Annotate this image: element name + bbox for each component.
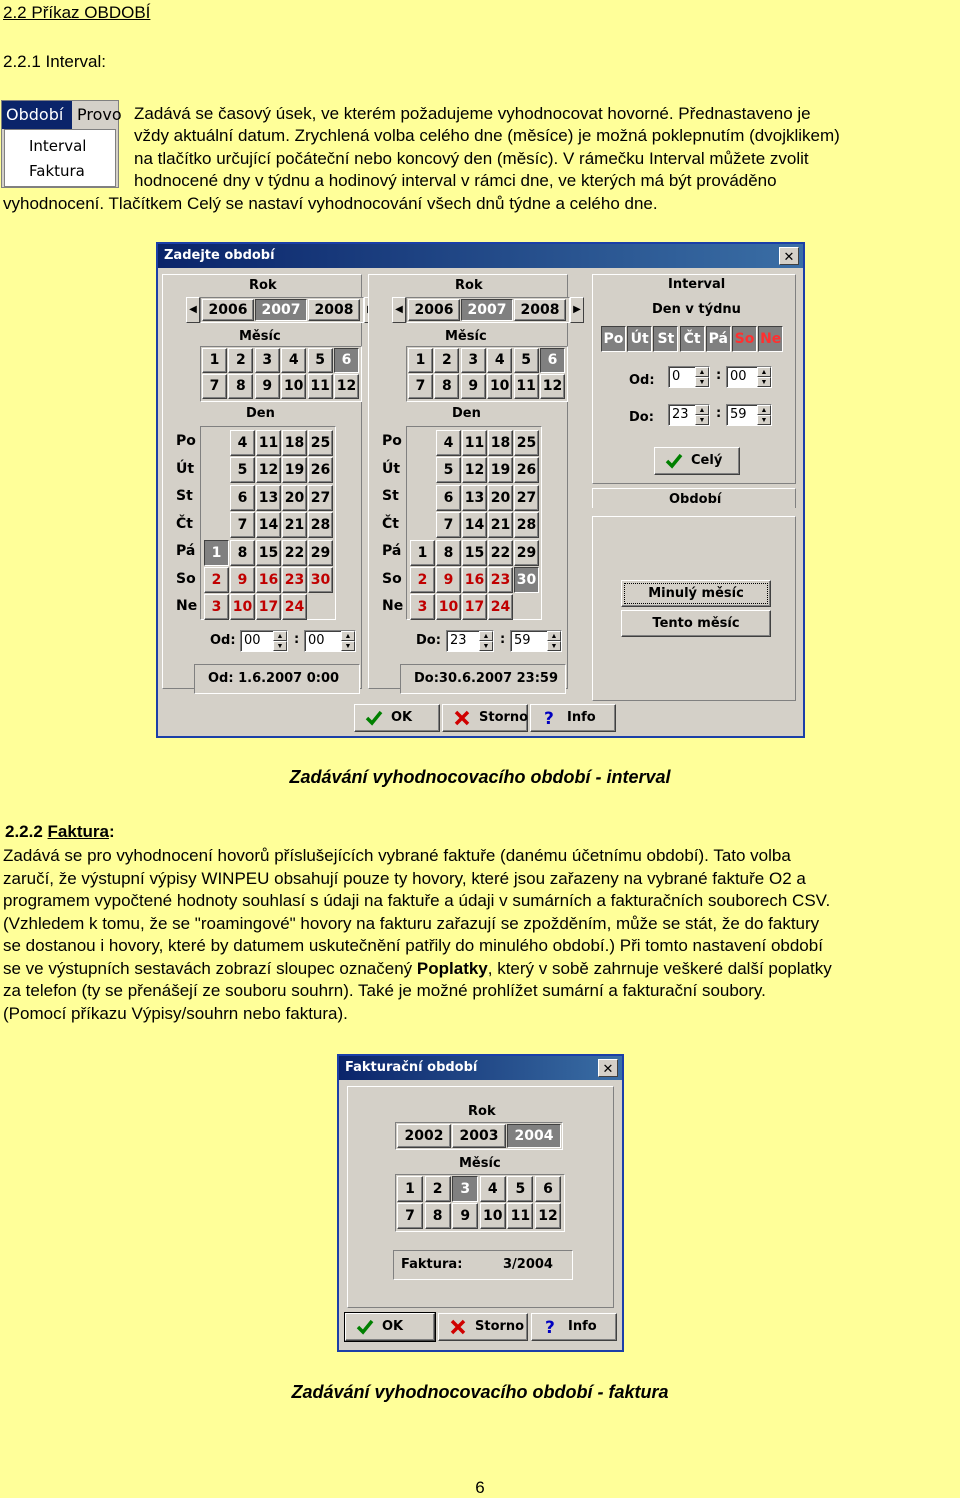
storno-button-label: Storno xyxy=(479,710,529,725)
interval-from-hours-down[interactable]: ▼ xyxy=(695,377,709,387)
ok-button-label: OK xyxy=(382,1319,404,1334)
menu-dropdown xyxy=(4,129,116,187)
weekday-label: Út xyxy=(382,460,401,477)
interval-to-hours-down[interactable]: ▼ xyxy=(695,415,709,425)
storno-button[interactable] xyxy=(438,1313,528,1341)
heading-colon: : xyxy=(108,822,115,841)
day-button[interactable]: 26 xyxy=(308,457,333,483)
month-button[interactable]: 8 xyxy=(228,374,253,399)
storno-button-label: Storno xyxy=(475,1319,525,1334)
weekday-label: Po xyxy=(382,433,402,449)
month-button[interactable]: 2 xyxy=(434,348,459,373)
year-prev-arrow[interactable]: ◀ xyxy=(186,297,200,323)
info-button-label: Info xyxy=(567,710,596,725)
month-button[interactable]: 12 xyxy=(334,374,359,399)
rok-label: Rok xyxy=(468,1104,496,1119)
info-button-label: Info xyxy=(568,1319,597,1334)
day-button[interactable]: 20 xyxy=(488,485,513,511)
intro-line-5: vyhodnocení. Tlačítkem Celý se nastaví vyhodnocování všech dnů týdne a celého dne. xyxy=(3,194,658,213)
day-button[interactable]: 2 xyxy=(204,567,229,593)
interval-to-label: Do: xyxy=(629,410,654,425)
year-button[interactable]: 2002 xyxy=(397,1124,451,1148)
month-button[interactable]: 9 xyxy=(255,374,280,399)
faktura-line-1: Zadává se pro vyhodnocení hovorů příslušejících vybrané faktuře (danému účetnímu období). Tato volba xyxy=(3,846,791,865)
subsection-heading-interval: 2.2.1 Interval: xyxy=(3,52,107,71)
day-button[interactable]: 8 xyxy=(436,540,461,566)
intro-line-1: Zadává se časový úsek, ve kterém požadujeme vyhodnocovat hovorné. Přednastaveno je xyxy=(134,104,811,123)
dialog-fakturacni-obdobi xyxy=(337,1054,624,1352)
menu-tab-obdobi: Období xyxy=(2,101,72,129)
weekday-label: Út xyxy=(176,460,195,477)
month-button[interactable]: 2 xyxy=(228,348,253,373)
day-button[interactable]: 17 xyxy=(462,594,487,620)
weekday-label: Pá xyxy=(176,543,196,559)
faktura-line-7: za telefon (ty se přenášejí ze souboru souhrn). Také je možné prohlížet sumární a fakturační soubory. xyxy=(3,981,766,1000)
to-time-hours-up[interactable]: ▲ xyxy=(479,631,493,641)
month-button[interactable]: 5 xyxy=(308,348,333,373)
weekday-label: So xyxy=(382,570,402,587)
day-button[interactable]: 15 xyxy=(462,540,487,566)
day-button[interactable]: 12 xyxy=(462,457,487,483)
day-button[interactable]: 29 xyxy=(514,540,539,566)
year-button[interactable]: 2008 xyxy=(514,299,566,321)
day-button[interactable]: 3 xyxy=(204,594,229,620)
month-button[interactable]: 3 xyxy=(461,348,486,373)
faktura-line-8: (Pomocí příkazu Výpisy/souhrn nebo faktura). xyxy=(3,1004,348,1023)
weekday-toggle[interactable]: Út xyxy=(627,326,652,352)
to-time-hours[interactable]: 23 xyxy=(446,630,494,652)
faktura-line-6-start: se ve výstupních sestavách zobrazí sloupec označený xyxy=(3,959,417,978)
day-button[interactable]: 15 xyxy=(256,540,281,566)
month-button[interactable]: 7 xyxy=(397,1203,423,1229)
interval-to-hours[interactable]: 23 xyxy=(668,404,710,426)
faktura-line-3: programem vypočtené hodnoty souhlasí s údaji na faktuře a údaji v sumárních a fakturačních souborech CSV. xyxy=(3,891,831,910)
day-button[interactable]: 30 xyxy=(514,567,539,593)
year-next-arrow[interactable]: ▶ xyxy=(570,297,584,323)
month-button[interactable]: 3 xyxy=(452,1176,478,1202)
day-button[interactable]: 3 xyxy=(410,594,435,620)
month-button[interactable]: 10 xyxy=(480,1203,506,1229)
day-button[interactable]: 19 xyxy=(282,457,307,483)
day-button[interactable]: 27 xyxy=(308,485,333,511)
from-time-hours[interactable]: 00 xyxy=(240,630,288,652)
weekday-label: Po xyxy=(176,433,196,449)
month-button[interactable]: 10 xyxy=(281,374,306,399)
day-button[interactable]: 14 xyxy=(256,512,281,538)
day-button[interactable]: 28 xyxy=(514,512,539,538)
from-summary: Od: 1.6.2007 0:00 xyxy=(208,671,340,686)
year-button[interactable]: 2007 xyxy=(461,299,513,321)
day-button[interactable]: 25 xyxy=(308,430,333,456)
weekday-label: Čt xyxy=(382,515,399,532)
help-question-icon xyxy=(542,1319,560,1335)
month-button[interactable]: 4 xyxy=(487,348,512,373)
checkmark-icon xyxy=(665,453,683,469)
faktura-line-5: se dostanou i hovory, které by datumem uskutečnění patřily do minulého období.) Při tomto nastavení období xyxy=(3,936,823,955)
day-button[interactable]: 1 xyxy=(410,540,435,566)
section-heading-2-2: 2.2 Příkaz OBDOBÍ xyxy=(3,3,151,22)
year-button[interactable]: 2006 xyxy=(202,299,254,321)
from-time-minutes-up[interactable]: ▲ xyxy=(341,631,355,641)
day-button[interactable]: 12 xyxy=(256,457,281,483)
year-button[interactable]: 2006 xyxy=(408,299,460,321)
intro-line-3: na tlačítko určující počáteční nebo koncový den (měsíc). V rámečku Interval můžete zvolit xyxy=(134,149,809,168)
day-button[interactable]: 21 xyxy=(282,512,307,538)
day-button[interactable]: 21 xyxy=(488,512,513,538)
month-button[interactable]: 8 xyxy=(425,1203,451,1229)
day-button[interactable]: 2 xyxy=(410,567,435,593)
day-button[interactable]: 6 xyxy=(436,485,461,511)
day-button[interactable]: 16 xyxy=(462,567,487,593)
heading-number: 2.2.2 xyxy=(5,822,43,841)
day-button[interactable]: 18 xyxy=(488,430,513,456)
den-label: Den xyxy=(246,406,275,421)
month-button[interactable]: 5 xyxy=(514,348,539,373)
day-button[interactable]: 5 xyxy=(230,457,255,483)
minuly-mesic-button[interactable]: Minulý měsíc xyxy=(621,580,771,607)
faktura-line-6 xyxy=(3,958,832,981)
menu-thumbnail xyxy=(1,100,122,188)
menu-item-faktura: Faktura xyxy=(29,162,85,180)
cely-button-label: Celý xyxy=(691,453,723,468)
year-button[interactable]: 2008 xyxy=(308,299,360,321)
intro-line-4: hodnocené dny v týdnu a hodinový interval v rámci dne, ve kterých má být prováděno xyxy=(134,171,777,190)
day-button[interactable]: 4 xyxy=(436,430,461,456)
month-button[interactable]: 11 xyxy=(507,1203,533,1229)
month-button[interactable]: 5 xyxy=(507,1176,533,1202)
day-button[interactable]: 6 xyxy=(230,485,255,511)
day-button[interactable]: 18 xyxy=(282,430,307,456)
interval-from-minutes-down[interactable]: ▼ xyxy=(757,377,771,387)
month-button[interactable]: 3 xyxy=(255,348,280,373)
weekday-toggle[interactable]: St xyxy=(653,326,678,352)
den-label: Den xyxy=(452,406,481,421)
weekday-label: St xyxy=(176,488,193,504)
cely-button[interactable] xyxy=(654,447,740,475)
day-button[interactable]: 25 xyxy=(514,430,539,456)
day-button[interactable]: 7 xyxy=(230,512,255,538)
day-button[interactable]: 10 xyxy=(230,594,255,620)
day-button[interactable]: 19 xyxy=(488,457,513,483)
tento-mesic-button[interactable]: Tento měsíc xyxy=(621,610,771,637)
weekday-label: Ne xyxy=(176,598,198,614)
month-button[interactable]: 8 xyxy=(434,374,459,399)
interval-label: Interval xyxy=(668,277,726,292)
month-button[interactable]: 9 xyxy=(461,374,486,399)
ok-button[interactable] xyxy=(354,704,440,732)
from-time-hours-down[interactable]: ▼ xyxy=(273,641,287,651)
info-button[interactable] xyxy=(531,1313,617,1341)
checkmark-icon xyxy=(365,710,383,726)
weekday-toggle[interactable]: So xyxy=(732,326,757,352)
intro-line-2: vždy aktuální datum. Zrychlená volba celého dne (měsíce) je možná poklepnutím (dvojklikem) xyxy=(134,126,840,145)
faktura-line-2: zaručí, že výstupní výpisy WINPEU obsahují pouze ty hovory, které jsou zařazeny na vybrané faktuře O2 a xyxy=(3,869,806,888)
dialog-title: Fakturační období xyxy=(339,1056,622,1080)
help-question-icon xyxy=(541,710,559,726)
day-button[interactable]: 23 xyxy=(282,567,307,593)
obdobi-label: Období xyxy=(669,492,722,507)
figure-caption-faktura: Zadávání vyhodnocovacího období - faktura xyxy=(291,1382,669,1402)
mesic-label: Měsíc xyxy=(445,329,487,344)
interval-from-hours-up[interactable]: ▲ xyxy=(695,367,709,377)
interval-from-colon: : xyxy=(716,368,722,383)
from-time-minutes-down[interactable]: ▼ xyxy=(341,641,355,651)
to-time-hours-down[interactable]: ▼ xyxy=(479,641,493,651)
day-button[interactable]: 11 xyxy=(256,430,281,456)
den-v-tydnu-label: Den v týdnu xyxy=(652,302,741,317)
day-button[interactable]: 13 xyxy=(462,485,487,511)
day-button[interactable]: 14 xyxy=(462,512,487,538)
interval-to-minutes-down[interactable]: ▼ xyxy=(757,415,771,425)
close-button[interactable]: ✕ xyxy=(779,247,799,265)
faktura-line-6-end: , který v sobě zahrnuje veškeré další poplatky xyxy=(487,959,832,978)
month-button[interactable]: 2 xyxy=(425,1176,451,1202)
month-button[interactable]: 11 xyxy=(308,374,333,399)
interval-from-minutes-up[interactable]: ▲ xyxy=(757,367,771,377)
checkmark-icon xyxy=(356,1319,374,1335)
day-button[interactable]: 5 xyxy=(436,457,461,483)
weekday-label: St xyxy=(382,488,399,504)
day-button[interactable]: 28 xyxy=(308,512,333,538)
faktura-value: 3/2004 xyxy=(503,1257,553,1272)
month-button[interactable]: 11 xyxy=(514,374,539,399)
month-button[interactable]: 4 xyxy=(281,348,306,373)
heading-faktura-link[interactable]: Faktura xyxy=(47,822,109,841)
subsection-heading-faktura xyxy=(5,822,115,842)
page-number: 6 xyxy=(475,1478,485,1497)
year-prev-arrow[interactable]: ◀ xyxy=(392,297,406,323)
year-button[interactable]: 2003 xyxy=(452,1124,506,1148)
month-button[interactable]: 9 xyxy=(452,1203,478,1229)
month-button[interactable]: 4 xyxy=(480,1176,506,1202)
to-time-minutes[interactable]: 59 xyxy=(510,630,562,652)
month-button[interactable]: 12 xyxy=(535,1203,561,1229)
to-time-label: Do: xyxy=(416,633,441,648)
figure-caption-interval: Zadávání vyhodnocovacího období - interval xyxy=(289,767,671,787)
day-button[interactable]: 7 xyxy=(436,512,461,538)
ok-button[interactable] xyxy=(345,1313,435,1341)
interval-to-minutes[interactable]: 59 xyxy=(726,404,772,426)
day-button[interactable]: 20 xyxy=(282,485,307,511)
interval-from-hours[interactable]: 0 xyxy=(668,366,710,388)
from-time-hours-up[interactable]: ▲ xyxy=(273,631,287,641)
day-button[interactable]: 10 xyxy=(436,594,461,620)
cancel-x-icon xyxy=(449,1319,467,1335)
info-button[interactable] xyxy=(530,704,616,732)
dialog-title: Zadejte období xyxy=(158,244,803,268)
faktura-line-4: (Vzhledem k tomu, že se "roamingové" hovory na fakturu zařazují se zpožděním, může se stát, že do faktury xyxy=(3,914,820,933)
weekday-toggle[interactable]: Po xyxy=(601,326,626,352)
day-button[interactable]: 22 xyxy=(488,540,513,566)
year-button[interactable]: 2007 xyxy=(255,299,307,321)
menu-tab-provo: Provo xyxy=(77,105,122,124)
to-time-colon: : xyxy=(500,632,506,647)
faktura-label: Faktura: xyxy=(401,1257,463,1272)
month-button[interactable]: 12 xyxy=(540,374,565,399)
day-button[interactable]: 4 xyxy=(230,430,255,456)
mesic-label: Měsíc xyxy=(239,329,281,344)
day-button[interactable]: 30 xyxy=(308,567,333,593)
day-button[interactable]: 9 xyxy=(436,567,461,593)
storno-button[interactable] xyxy=(442,704,528,732)
weekday-label: Pá xyxy=(382,543,402,559)
month-button[interactable]: 7 xyxy=(408,374,433,399)
weekday-label: Ne xyxy=(382,598,404,614)
month-button[interactable]: 6 xyxy=(540,348,565,373)
day-button[interactable]: 8 xyxy=(230,540,255,566)
weekday-toggle[interactable]: Čt xyxy=(680,326,705,352)
day-button[interactable]: 24 xyxy=(282,594,307,620)
day-button[interactable]: 1 xyxy=(204,540,229,566)
month-button[interactable]: 1 xyxy=(202,348,227,373)
poplatky-bold: Poplatky xyxy=(416,959,488,978)
to-summary: Do:30.6.2007 23:59 xyxy=(414,671,559,686)
mesic-label: Měsíc xyxy=(459,1156,501,1171)
obdobi-buttons-panel xyxy=(592,516,796,701)
to-time-minutes-down[interactable]: ▼ xyxy=(547,641,561,651)
to-time-minutes-up[interactable]: ▲ xyxy=(547,631,561,641)
year-button[interactable]: 2004 xyxy=(507,1124,561,1148)
close-button[interactable]: ✕ xyxy=(598,1059,618,1077)
weekday-toggle[interactable]: Ne xyxy=(758,326,783,352)
day-button[interactable]: 13 xyxy=(256,485,281,511)
cancel-x-icon xyxy=(453,710,471,726)
rok-label: Rok xyxy=(455,278,483,293)
month-button[interactable]: 6 xyxy=(334,348,359,373)
interval-from-minutes[interactable]: 00 xyxy=(726,366,772,388)
interval-to-minutes-up[interactable]: ▲ xyxy=(757,405,771,415)
day-button[interactable]: 29 xyxy=(308,540,333,566)
weekday-label: Čt xyxy=(176,515,193,532)
weekday-label: So xyxy=(176,570,196,587)
day-button[interactable]: 22 xyxy=(282,540,307,566)
interval-from-label: Od: xyxy=(629,373,655,388)
ok-button-label: OK xyxy=(391,710,413,725)
from-time-minutes[interactable]: 00 xyxy=(304,630,356,652)
interval-to-colon: : xyxy=(716,406,722,421)
interval-to-hours-up[interactable]: ▲ xyxy=(695,405,709,415)
day-button[interactable]: 23 xyxy=(488,567,513,593)
svg-text:?: ? xyxy=(544,710,554,726)
month-button[interactable]: 6 xyxy=(535,1176,561,1202)
day-button[interactable]: 27 xyxy=(514,485,539,511)
weekday-toggle[interactable]: Pá xyxy=(706,326,731,352)
from-time-label: Od: xyxy=(210,633,236,648)
month-button[interactable]: 10 xyxy=(487,374,512,399)
menu-item-interval: Interval xyxy=(29,137,87,155)
dialog-zadejte-obdobi xyxy=(156,242,805,738)
day-button[interactable]: 24 xyxy=(488,594,513,620)
rok-label: Rok xyxy=(249,278,277,293)
day-button[interactable]: 16 xyxy=(256,567,281,593)
month-button[interactable]: 7 xyxy=(202,374,227,399)
day-button[interactable]: 17 xyxy=(256,594,281,620)
svg-text:?: ? xyxy=(545,1319,555,1335)
day-button[interactable]: 11 xyxy=(462,430,487,456)
day-button[interactable]: 26 xyxy=(514,457,539,483)
month-button[interactable]: 1 xyxy=(397,1176,423,1202)
day-button[interactable]: 9 xyxy=(230,567,255,593)
month-button[interactable]: 1 xyxy=(408,348,433,373)
from-time-colon: : xyxy=(294,632,300,647)
